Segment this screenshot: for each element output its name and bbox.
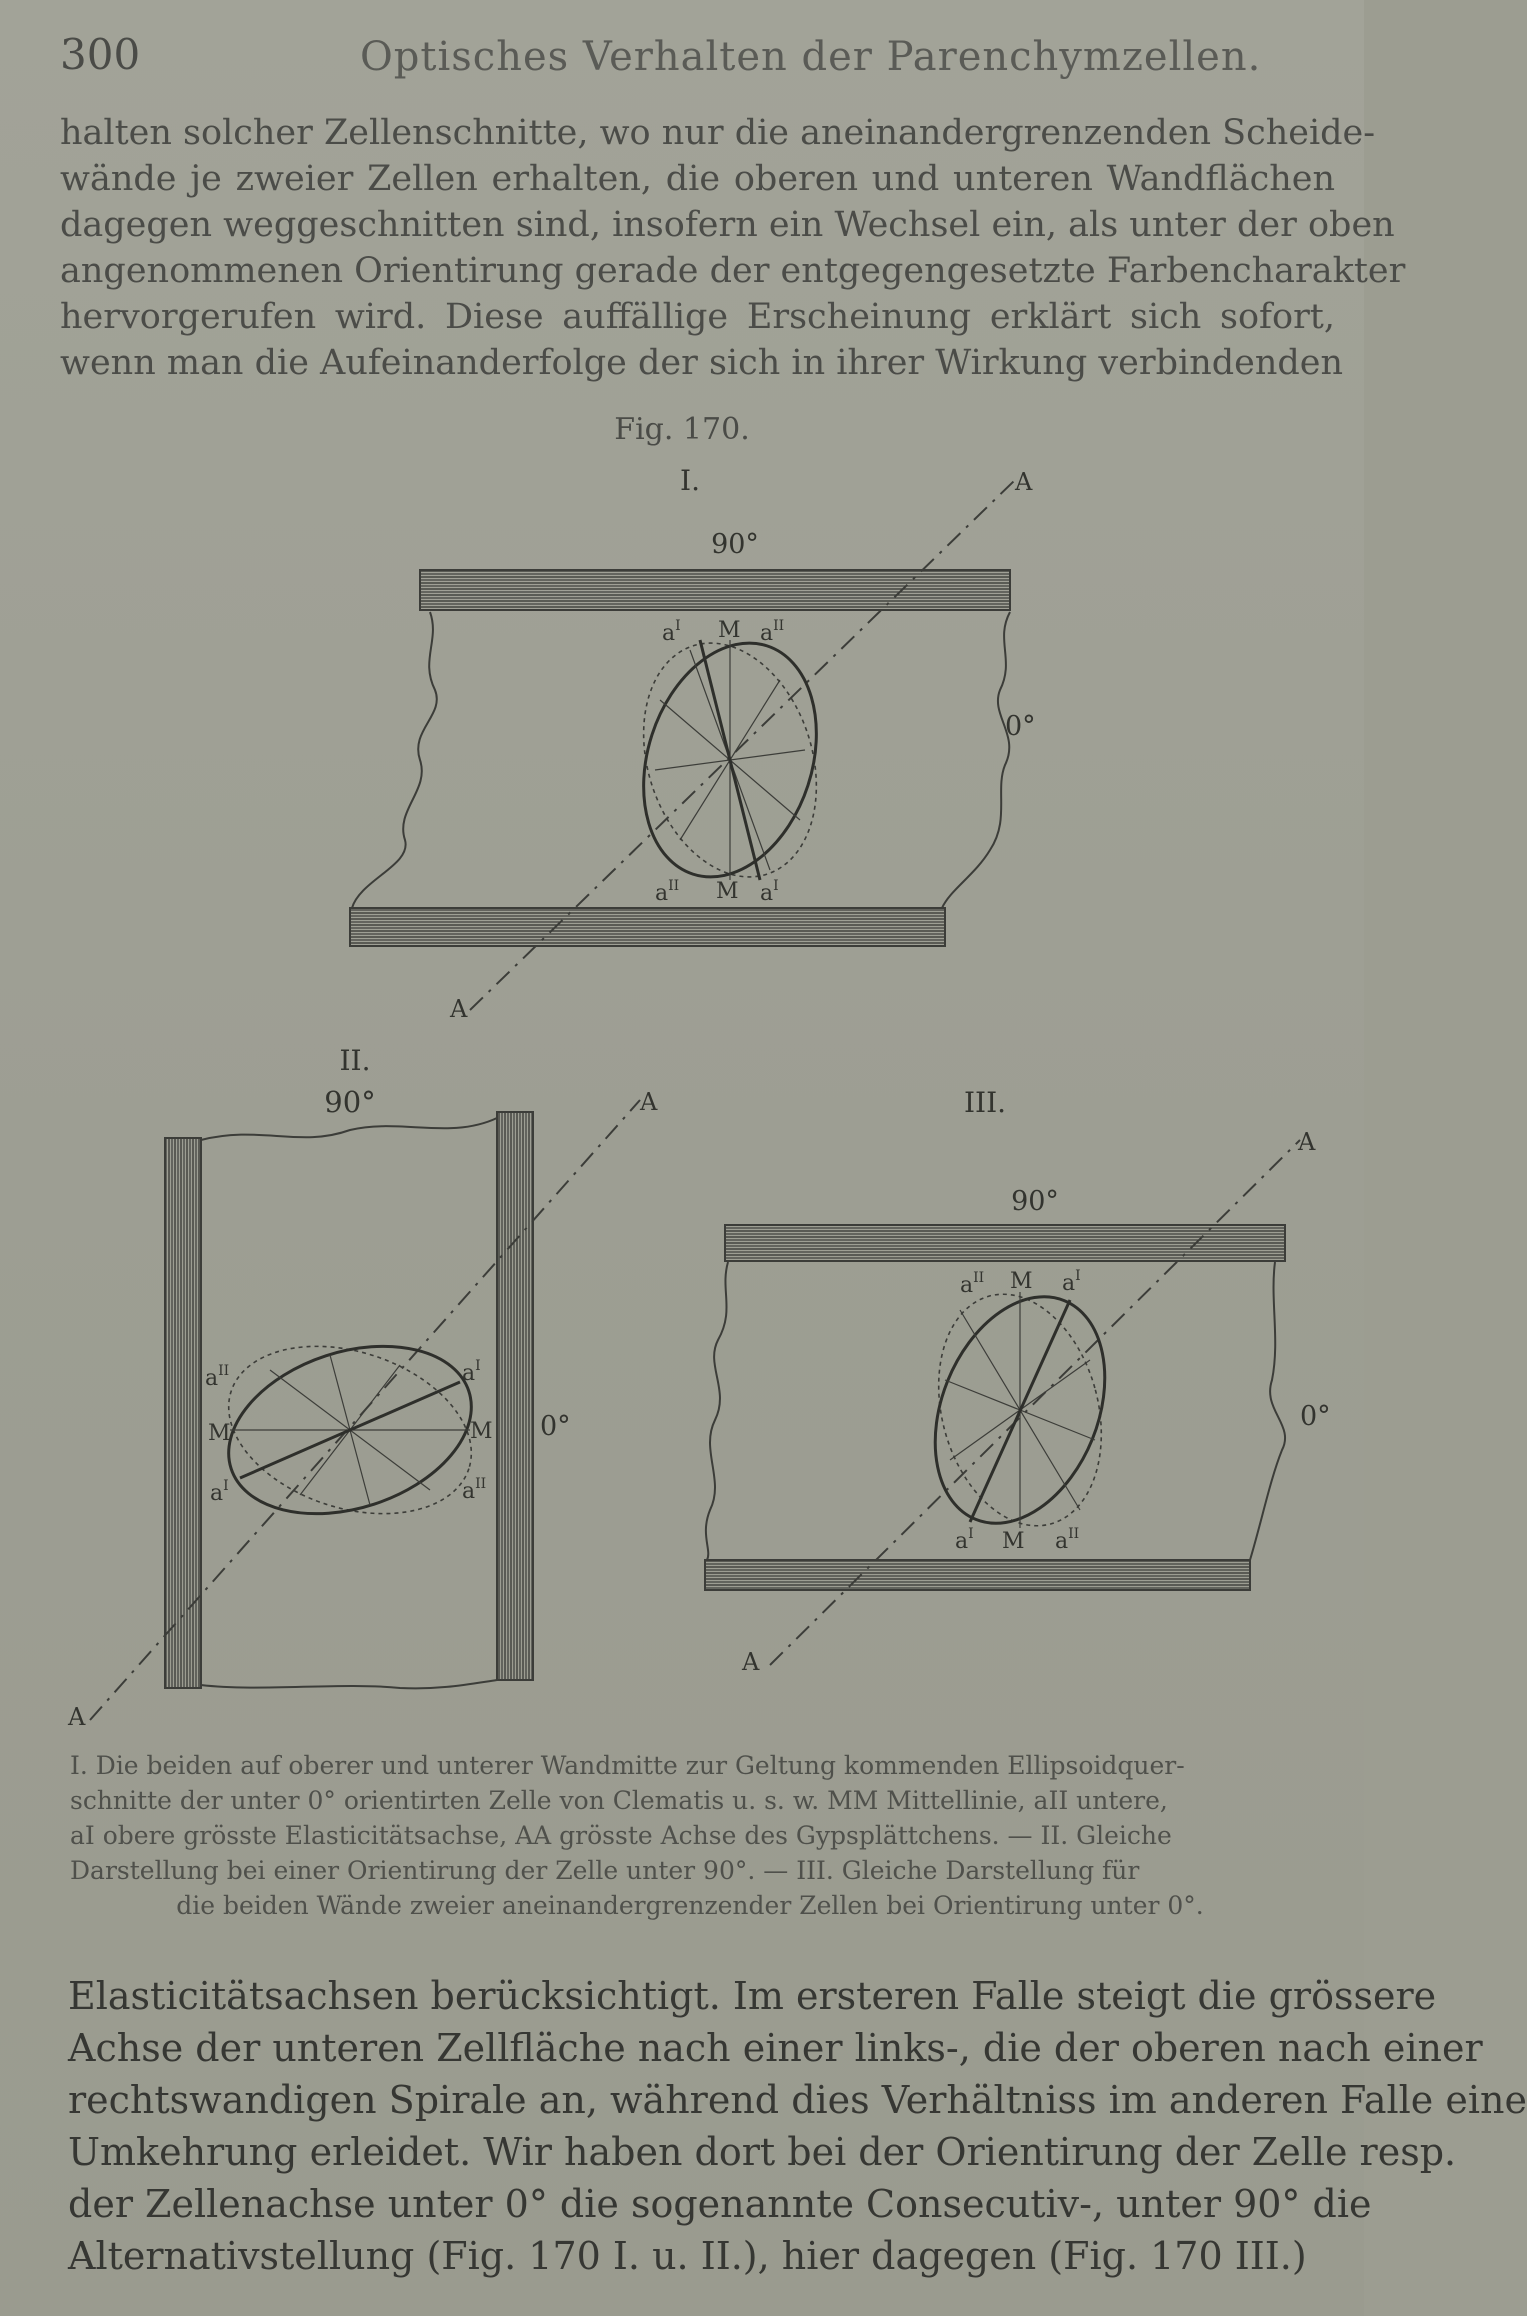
panel-I-angle-top: 90°: [711, 529, 759, 560]
panel-I-axis-label-bottom: A: [450, 995, 468, 1023]
panel-I: [350, 464, 1036, 1023]
panel-I-right-edge: [942, 612, 1010, 908]
panel-II-bottom-edge: [201, 1680, 497, 1688]
text-line: wände je zweier Zellen erhalten, die oberen und unteren Wandflächen: [60, 159, 1335, 199]
panel-II: [67, 1044, 658, 1731]
panel-I-label-M-bottom: M: [716, 879, 739, 904]
caption-line: aI obere grösste Elasticitätsachse, AA grösste Achse des Gypsplättchens. — II. Gleiche: [70, 1821, 1172, 1850]
panel-III-angle-top: 90°: [1011, 1186, 1059, 1217]
panel-I-label-aII-top: $a^{II}$: [760, 618, 785, 646]
panel-III-axis-label-bottom: A: [742, 1648, 760, 1676]
panel-III-angle-side: 0°: [1300, 1401, 1331, 1432]
text-line: der Zellenachse unter 0° die sogenannte Consecutiv-, unter 90° die: [68, 2182, 1372, 2226]
panel-II-left-wall: [165, 1138, 201, 1688]
panel-II-roman: II.: [339, 1044, 371, 1077]
text-line: wenn man die Aufeinanderfolge der sich in ihrer Wirkung verbindenden: [60, 343, 1344, 383]
panel-II-label-aII-right: $a^{II}$: [462, 1476, 487, 1504]
panel-III-label-M-bottom: M: [1002, 1529, 1025, 1554]
panel-III-axis-label-top: A: [1298, 1128, 1316, 1156]
text-line: Achse der unteren Zellfläche nach einer links-, die der oberen nach einer: [68, 2026, 1483, 2070]
panel-III-label-aII-bottom: $a^{II}$: [1055, 1526, 1080, 1554]
bottom-paragraph: [68, 1970, 1527, 2282]
panel-II-angle-top: 90°: [324, 1085, 376, 1119]
text-line: hervorgerufen wird. Diese auffällige Erscheinung erklärt sich sofort,: [60, 297, 1335, 337]
running-title: Optisches Verhalten der Parenchymzellen.: [360, 34, 1262, 80]
panel-III: [705, 1086, 1331, 1676]
panel-I-label-aII-bottom: $a^{II}$: [655, 878, 680, 906]
panel-I-angle-side: 0°: [1005, 711, 1036, 742]
panel-III-right-edge: [1250, 1262, 1285, 1560]
panel-III-bottom-wall: [705, 1560, 1250, 1590]
panel-III-top-wall: [725, 1225, 1285, 1261]
panel-I-label-M-top: M: [718, 618, 741, 643]
panel-III-label-M-top: M: [1010, 1269, 1033, 1294]
text-line: Umkehrung erleidet. Wir haben dort bei der Orientirung der Zelle resp.: [68, 2130, 1457, 2174]
figure-label: Fig. 170.: [614, 412, 750, 447]
text-line: Elasticitätsachsen berücksichtigt. Im ersteren Falle steigt die grössere: [68, 1974, 1437, 2018]
text-line: halten solcher Zellenschnitte, wo nur die aneinandergrenzenden Scheide-: [60, 113, 1376, 153]
panel-II-label-aI-left: $a^I$: [210, 1478, 229, 1506]
panel-III-roman: III.: [963, 1086, 1007, 1119]
panel-I-left-edge: [352, 612, 437, 908]
text-line: dagegen weggeschnitten sind, insofern ein Wechsel ein, als unter der oben: [60, 205, 1395, 245]
panel-II-label-M-left: M: [208, 1421, 231, 1446]
page-number: 300: [60, 30, 141, 79]
panel-II-axis-label-bottom: A: [68, 1703, 86, 1731]
caption-line: I. Die beiden auf oberer und unterer Wandmitte zur Geltung kommenden Ellipsoidquer-: [70, 1751, 1185, 1780]
panel-II-axis-label-top: A: [640, 1088, 658, 1116]
panel-III-label-aII-top: $a^{II}$: [960, 1270, 985, 1298]
panel-II-label-M-right: M: [470, 1419, 493, 1444]
panel-I-label-aI-top: $a^I$: [662, 618, 681, 646]
text-line: angenommenen Orientirung gerade der entgegengesetzte Farbencharakter: [60, 251, 1406, 291]
text-line: Alternativstellung (Fig. 170 I. u. II.), hier dagegen (Fig. 170 III.): [68, 2234, 1307, 2278]
panel-I-top-wall: [420, 570, 1010, 610]
panel-II-label-aII-left: $a^{II}$: [205, 1363, 230, 1391]
caption-line: die beiden Wände zweier aneinandergrenzender Zellen bei Orientirung unter 0°.: [176, 1891, 1204, 1920]
panel-III-left-edge: [706, 1262, 728, 1560]
figure-caption: [70, 1748, 1310, 1923]
panel-II-top-edge: [201, 1118, 497, 1140]
panel-II-label-aI-right: $a^I$: [462, 1358, 481, 1386]
panel-II-angle-side: 0°: [540, 1411, 571, 1442]
panel-I-axis-label-top: A: [1015, 468, 1033, 496]
caption-line: schnitte der unter 0° orientirten Zelle von Clematis u. s. w. MM Mittellinie, aII untere,: [70, 1786, 1168, 1815]
panel-III-label-aI-top: $a^I$: [1062, 1268, 1081, 1296]
panel-III-label-aI-bottom: $a^I$: [955, 1526, 974, 1554]
panel-I-label-aI-bottom: $a^I$: [760, 878, 779, 906]
text-line: rechtswandigen Spirale an, während dies Verhältniss im anderen Falle eine: [68, 2078, 1527, 2122]
caption-line: Darstellung bei einer Orientirung der Zelle unter 90°. — III. Gleiche Darstellung für: [70, 1856, 1140, 1885]
panel-I-bottom-wall: [350, 908, 945, 946]
panel-II-right-wall: [497, 1112, 533, 1680]
panel-I-roman: I.: [680, 464, 700, 497]
